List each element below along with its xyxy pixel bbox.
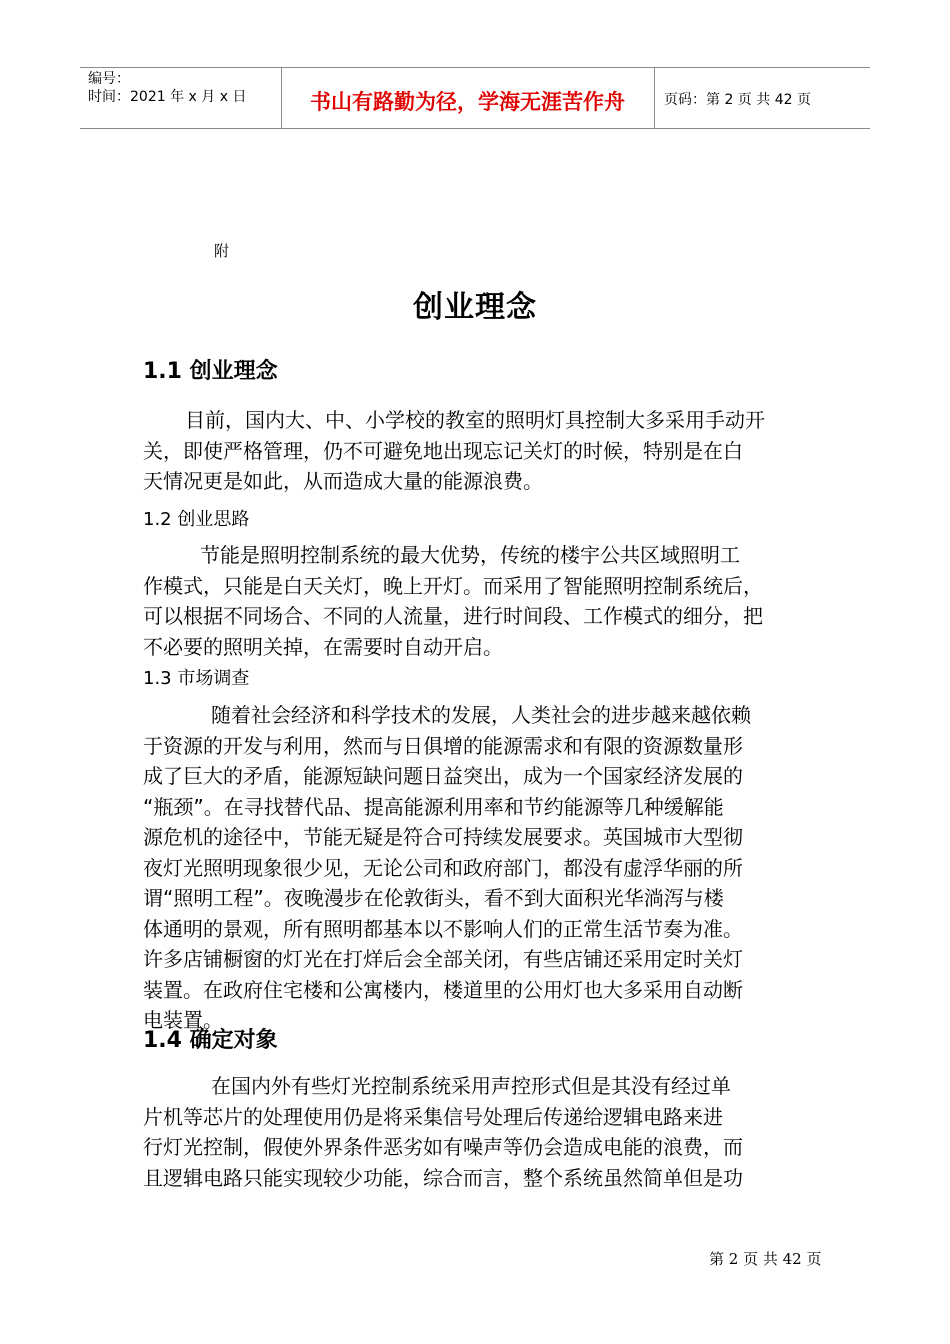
paragraph-line: 体通明的景观，所有照明都基本以不影响人们的正常生活节奏为准。 xyxy=(143,916,743,941)
paragraph-line: 于资源的开发与利用，然而与日俱增的能源需求和有限的资源数量形 xyxy=(143,733,743,758)
paragraph-line: 在国内外有些灯光控制系统采用声控形式但是其没有经过单 xyxy=(211,1074,731,1098)
appendix-mark: 附 xyxy=(214,242,230,260)
paragraph-line: 许多店铺橱窗的灯光在打烊后会全部关闭，有些店铺还采用定时关灯 xyxy=(143,947,743,971)
section-paragraph-1-2 xyxy=(143,540,813,662)
paragraph-line: 片机等芯片的处理使用仍是将采集信号处理后传递给逻辑电路来进 xyxy=(143,1104,723,1129)
section-paragraph-1-3 xyxy=(143,700,813,1036)
document-number-label: 编号： xyxy=(88,71,130,87)
paragraph-line: 行灯光控制，假使外界条件恶劣如有噪声等仍会造成电能的浪费，而 xyxy=(143,1135,743,1159)
paragraph-line: 关，即使严格管理，仍不可避免地出现忘记关灯的时候，特别是在白 xyxy=(143,438,743,463)
paragraph-line: 源危机的途径中，节能无疑是符合可持续发展要求。英国城市大型彻 xyxy=(143,825,743,849)
header-top-rule xyxy=(80,67,870,68)
section-paragraph-1-4 xyxy=(143,1071,813,1193)
paragraph-line: 夜灯光照明现象很少见，无论公司和政府部门，都没有虚浮华丽的所 xyxy=(143,855,743,880)
header-meta xyxy=(88,70,246,106)
paragraph-line: 成了巨大的矛盾，能源短缺问题日益突出，成为一个国家经济发展的 xyxy=(143,764,743,788)
page-footer: 第 2 页 共 42 页 xyxy=(709,1250,822,1268)
paragraph-line: 不必要的照明关掉，在需要时自动开启。 xyxy=(143,634,503,659)
document-date: 时间：2021 年 x 月 x 日 xyxy=(88,89,247,105)
header-page-info: 页码：第 2 页 共 42 页 xyxy=(664,92,811,108)
paragraph-line: 随着社会经济和科学技术的发展，人类社会的进步越来越依赖 xyxy=(211,703,751,727)
section-paragraph-1-1 xyxy=(143,405,813,497)
paragraph-line: 节能是照明控制系统的最大优势，传统的楼宇公共区域照明工 xyxy=(200,543,740,567)
section-heading-1-1: 1.1 创业理念 xyxy=(143,359,278,384)
paragraph-line: 电装置。 xyxy=(143,1008,223,1032)
paragraph-line: 目前，国内大、中、小学校的教室的照明灯具控制大多采用手动开 xyxy=(185,408,765,432)
section-heading-1-2: 1.2 创业思路 xyxy=(143,509,250,530)
header-divider-right xyxy=(654,67,655,128)
paragraph-line: 作模式，只能是白天关灯，晚上开灯。而采用了智能照明控制系统后， xyxy=(143,573,763,598)
paragraph-line: 可以根据不同场合、不同的人流量，进行时间段、工作模式的细分，把 xyxy=(143,604,763,628)
header-bottom-rule xyxy=(80,128,870,129)
section-heading-1-3: 1.3 市场调查 xyxy=(143,668,250,689)
paragraph-line: 谓“照明工程”。夜晚漫步在伦敦街头，看不到大面积光华淌泻与楼 xyxy=(143,886,724,910)
page-title: 创业理念 xyxy=(413,290,537,325)
section-heading-1-4: 1.4 确定对象 xyxy=(143,1028,278,1053)
paragraph-line: 装置。在政府住宅楼和公寓楼内，楼道里的公用灯也大多采用自动断 xyxy=(143,977,743,1002)
paragraph-line: 天情况更是如此，从而造成大量的能源浪费。 xyxy=(143,469,543,493)
paragraph-line: 且逻辑电路只能实现较少功能，综合而言，整个系统虽然简单但是功 xyxy=(143,1165,743,1190)
header-motto: 书山有路勤为径，学海无涯苦作舟 xyxy=(310,90,625,114)
paragraph-line: “瓶颈”。在寻找替代品、提高能源利用率和节约能源等几种缓解能 xyxy=(143,794,724,819)
